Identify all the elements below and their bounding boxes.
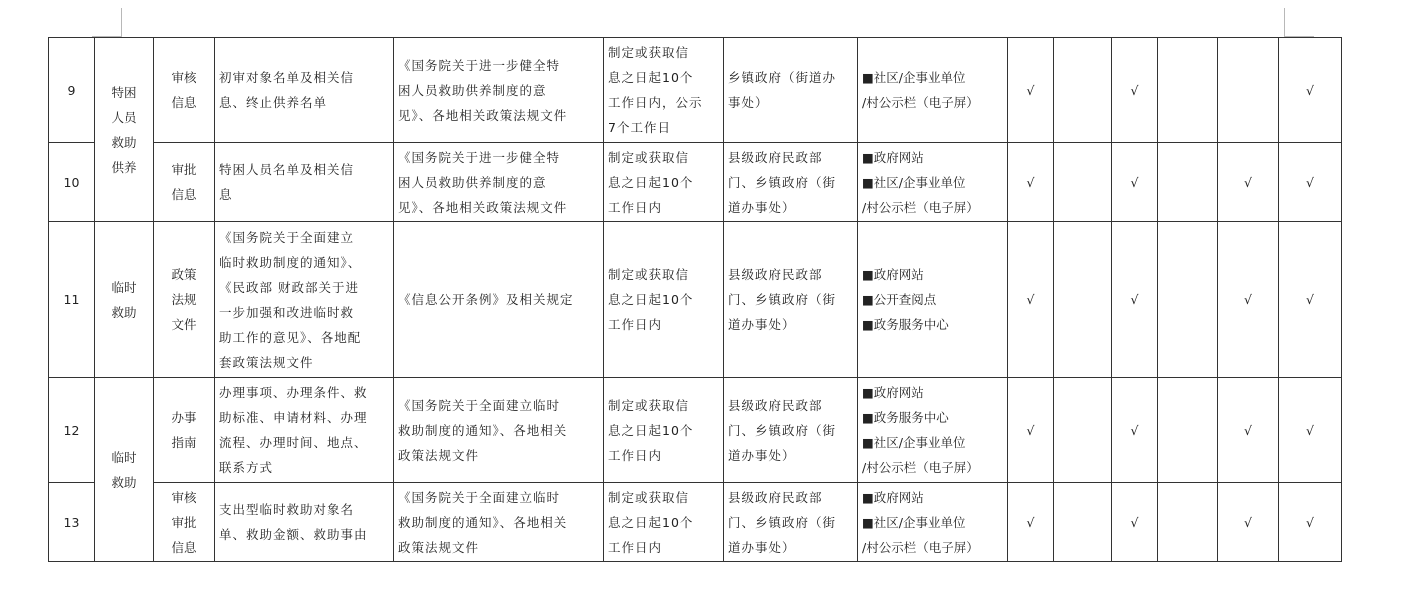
content-line: 助标准、申请材料、办理	[219, 410, 368, 425]
time-line: 制定或获取信	[608, 45, 690, 60]
check-cell: √	[1279, 38, 1342, 143]
subject-line: 道办事处）	[728, 317, 796, 332]
check-cell	[1218, 38, 1279, 143]
item-line: 文件	[171, 317, 197, 332]
basis-cell	[394, 378, 604, 483]
time-line: 息之日起10个	[608, 174, 694, 190]
content-line: 单、救助金额、救助事由	[219, 527, 368, 542]
channel-cell	[858, 222, 1008, 378]
item-cell	[154, 143, 215, 222]
category-line: 特困	[111, 84, 137, 100]
subject-line: 事处）	[728, 95, 769, 110]
content-cell	[215, 143, 394, 222]
item-line: 法规	[171, 292, 197, 307]
row-number: 10	[49, 143, 95, 222]
time-line: 工作日内	[608, 317, 663, 332]
content-line: 《民政部 财政部关于进	[219, 279, 359, 295]
check-cell: √	[1279, 143, 1342, 222]
item-line: 审批	[171, 162, 197, 177]
time-limit-cell	[604, 483, 724, 562]
category-line: 救助	[111, 134, 137, 150]
check-cell: √	[1218, 483, 1279, 562]
content-line: 《国务院关于全面建立	[219, 229, 355, 245]
category-line: 供养	[111, 159, 137, 175]
channel-line: ■政务服务中心	[862, 410, 949, 425]
check-cell: √	[1112, 222, 1158, 378]
table-row	[49, 222, 1342, 378]
category-line: 救助	[111, 304, 137, 320]
channel-cell	[858, 38, 1008, 143]
table-row	[49, 483, 1342, 562]
check-cell: √	[1218, 143, 1279, 222]
check-cell	[1054, 38, 1112, 143]
check-cell	[1054, 143, 1112, 222]
content-line: 助工作的意见》、各地配	[219, 329, 362, 345]
subject-cell	[724, 143, 858, 222]
item-line: 政策	[171, 267, 197, 282]
content-line: 临时救助制度的通知》、	[219, 254, 362, 270]
check-cell: √	[1218, 378, 1279, 483]
time-line: 工作日内，公示	[608, 95, 703, 110]
item-line: 指南	[171, 435, 197, 450]
subject-cell	[724, 378, 858, 483]
channel-line: ■社区/企事业单位	[862, 435, 966, 450]
basis-line: 救助制度的通知》、各地相关	[398, 514, 568, 530]
category-line: 临时	[111, 449, 137, 465]
subject-line: 道办事处）	[728, 447, 796, 463]
time-line: 制定或获取信	[608, 149, 690, 165]
content-line: 一步加强和改进临时救	[219, 304, 355, 320]
category-line: 临时	[111, 279, 137, 295]
content-line: 息、终止供养名单	[219, 95, 328, 110]
content-line: 套政策法规文件	[219, 354, 314, 370]
content-cell	[215, 38, 394, 143]
channel-line: /村公示栏（电子屏）	[862, 199, 979, 215]
item-line: 办事	[171, 410, 197, 425]
check-cell: √	[1112, 143, 1158, 222]
table-row	[49, 378, 1342, 483]
category-cell	[95, 38, 154, 222]
item-cell	[154, 38, 215, 143]
check-cell: √	[1008, 38, 1054, 143]
basis-cell	[394, 38, 604, 143]
check-cell	[1158, 143, 1218, 222]
subject-line: 县级政府民政部	[728, 267, 823, 282]
basis-cell	[394, 222, 604, 378]
subject-line: 门、乡镇政府（街	[728, 514, 837, 530]
time-limit-cell	[604, 38, 724, 143]
channel-cell	[858, 378, 1008, 483]
time-line: 制定或获取信	[608, 267, 690, 282]
item-cell	[154, 222, 215, 378]
check-cell: √	[1008, 222, 1054, 378]
channel-line: ■社区/企事业单位	[862, 174, 966, 190]
content-cell	[215, 222, 394, 378]
content-cell	[215, 378, 394, 483]
check-cell: √	[1008, 143, 1054, 222]
basis-line: 《国务院关于全面建立临时	[398, 397, 561, 413]
basis-line: 困人员救助供养制度的意	[398, 82, 547, 98]
time-line: 息之日起10个	[608, 292, 694, 307]
content-line: 联系方式	[219, 460, 274, 475]
channel-line: ■政务服务中心	[862, 317, 949, 332]
channel-line: /村公示栏（电子屏）	[862, 539, 979, 555]
time-limit-cell	[604, 378, 724, 483]
time-line: 息之日起10个	[608, 70, 694, 85]
content-line: 流程、办理时间、地点、	[219, 435, 368, 450]
crop-mark-left-vertical	[121, 8, 122, 37]
content-line: 支出型临时救助对象名	[219, 502, 355, 517]
subject-cell	[724, 222, 858, 378]
time-line: 息之日起10个	[608, 514, 694, 530]
item-line: 审核	[171, 489, 197, 505]
disclosure-table	[48, 37, 1342, 562]
channel-line: ■政府网站	[862, 267, 924, 282]
row-number: 12	[49, 378, 95, 483]
basis-line: 《国务院关于进一步健全特	[398, 57, 561, 73]
time-line: 制定或获取信	[608, 489, 690, 505]
channel-cell	[858, 483, 1008, 562]
item-line: 审批	[171, 514, 197, 530]
basis-line: 救助制度的通知》、各地相关	[398, 422, 568, 438]
time-line: 7个工作日	[608, 120, 671, 135]
content-cell	[215, 483, 394, 562]
check-cell	[1158, 38, 1218, 143]
basis-line: 《国务院关于进一步健全特	[398, 149, 561, 165]
table-row	[49, 143, 1342, 222]
channel-line: ■政府网站	[862, 385, 924, 400]
check-cell	[1158, 378, 1218, 483]
basis-line: 政策法规文件	[398, 447, 480, 463]
channel-line: /村公示栏（电子屏）	[862, 460, 979, 475]
subject-line: 门、乡镇政府（街	[728, 292, 837, 307]
time-line: 制定或获取信	[608, 397, 690, 413]
row-number: 13	[49, 483, 95, 562]
category-cell	[95, 378, 154, 562]
category-line: 救助	[111, 474, 137, 490]
table-row	[49, 38, 1342, 143]
check-cell: √	[1008, 483, 1054, 562]
subject-cell	[724, 38, 858, 143]
basis-line: 困人员救助供养制度的意	[398, 174, 547, 190]
basis-line: 见》、各地相关政策法规文件	[398, 199, 568, 215]
content-line: 初审对象名单及相关信	[219, 70, 355, 85]
subject-line: 县级政府民政部	[728, 149, 823, 165]
crop-mark-right-vertical	[1284, 8, 1285, 37]
item-line: 信息	[171, 95, 197, 110]
channel-line: ■社区/企事业单位	[862, 70, 966, 85]
row-number: 9	[49, 38, 95, 143]
time-line: 息之日起10个	[608, 422, 694, 438]
row-number: 11	[49, 222, 95, 378]
basis-line: 政策法规文件	[398, 539, 480, 555]
check-cell	[1054, 483, 1112, 562]
check-cell: √	[1279, 483, 1342, 562]
check-cell: √	[1112, 378, 1158, 483]
content-line: 办理事项、办理条件、救	[219, 385, 368, 400]
subject-line: 门、乡镇政府（街	[728, 422, 837, 438]
check-cell	[1054, 378, 1112, 483]
item-cell	[154, 378, 215, 483]
content-line: 息	[219, 187, 233, 202]
item-line: 信息	[171, 187, 197, 202]
time-line: 工作日内	[608, 199, 663, 215]
subject-line: 道办事处）	[728, 539, 796, 555]
basis-line: 《信息公开条例》及相关规定	[398, 292, 574, 307]
content-line: 特困人员名单及相关信	[219, 162, 355, 177]
item-line: 审核	[171, 70, 197, 85]
channel-line: ■政府网站	[862, 149, 924, 165]
subject-line: 道办事处）	[728, 199, 796, 215]
check-cell	[1158, 222, 1218, 378]
time-line: 工作日内	[608, 447, 663, 463]
channel-line: ■社区/企事业单位	[862, 514, 966, 530]
item-line: 信息	[171, 539, 197, 555]
time-limit-cell	[604, 143, 724, 222]
check-cell: √	[1008, 378, 1054, 483]
basis-cell	[394, 483, 604, 562]
check-cell: √	[1112, 38, 1158, 143]
item-cell	[154, 483, 215, 562]
basis-line: 见》、各地相关政策法规文件	[398, 107, 568, 123]
channel-line: /村公示栏（电子屏）	[862, 95, 979, 110]
check-cell: √	[1112, 483, 1158, 562]
subject-line: 门、乡镇政府（街	[728, 174, 837, 190]
check-cell: √	[1279, 222, 1342, 378]
subject-line: 县级政府民政部	[728, 489, 823, 505]
channel-line: ■公开查阅点	[862, 292, 937, 307]
basis-cell	[394, 143, 604, 222]
subject-line: 乡镇政府（街道办	[728, 70, 837, 85]
category-cell	[95, 222, 154, 378]
check-cell: √	[1218, 222, 1279, 378]
category-line: 人员	[111, 109, 137, 125]
check-cell: √	[1279, 378, 1342, 483]
subject-cell	[724, 483, 858, 562]
time-limit-cell	[604, 222, 724, 378]
channel-cell	[858, 143, 1008, 222]
subject-line: 县级政府民政部	[728, 397, 823, 413]
time-line: 工作日内	[608, 539, 663, 555]
basis-line: 《国务院关于全面建立临时	[398, 489, 561, 505]
channel-line: ■政府网站	[862, 489, 924, 505]
check-cell	[1054, 222, 1112, 378]
check-cell	[1158, 483, 1218, 562]
